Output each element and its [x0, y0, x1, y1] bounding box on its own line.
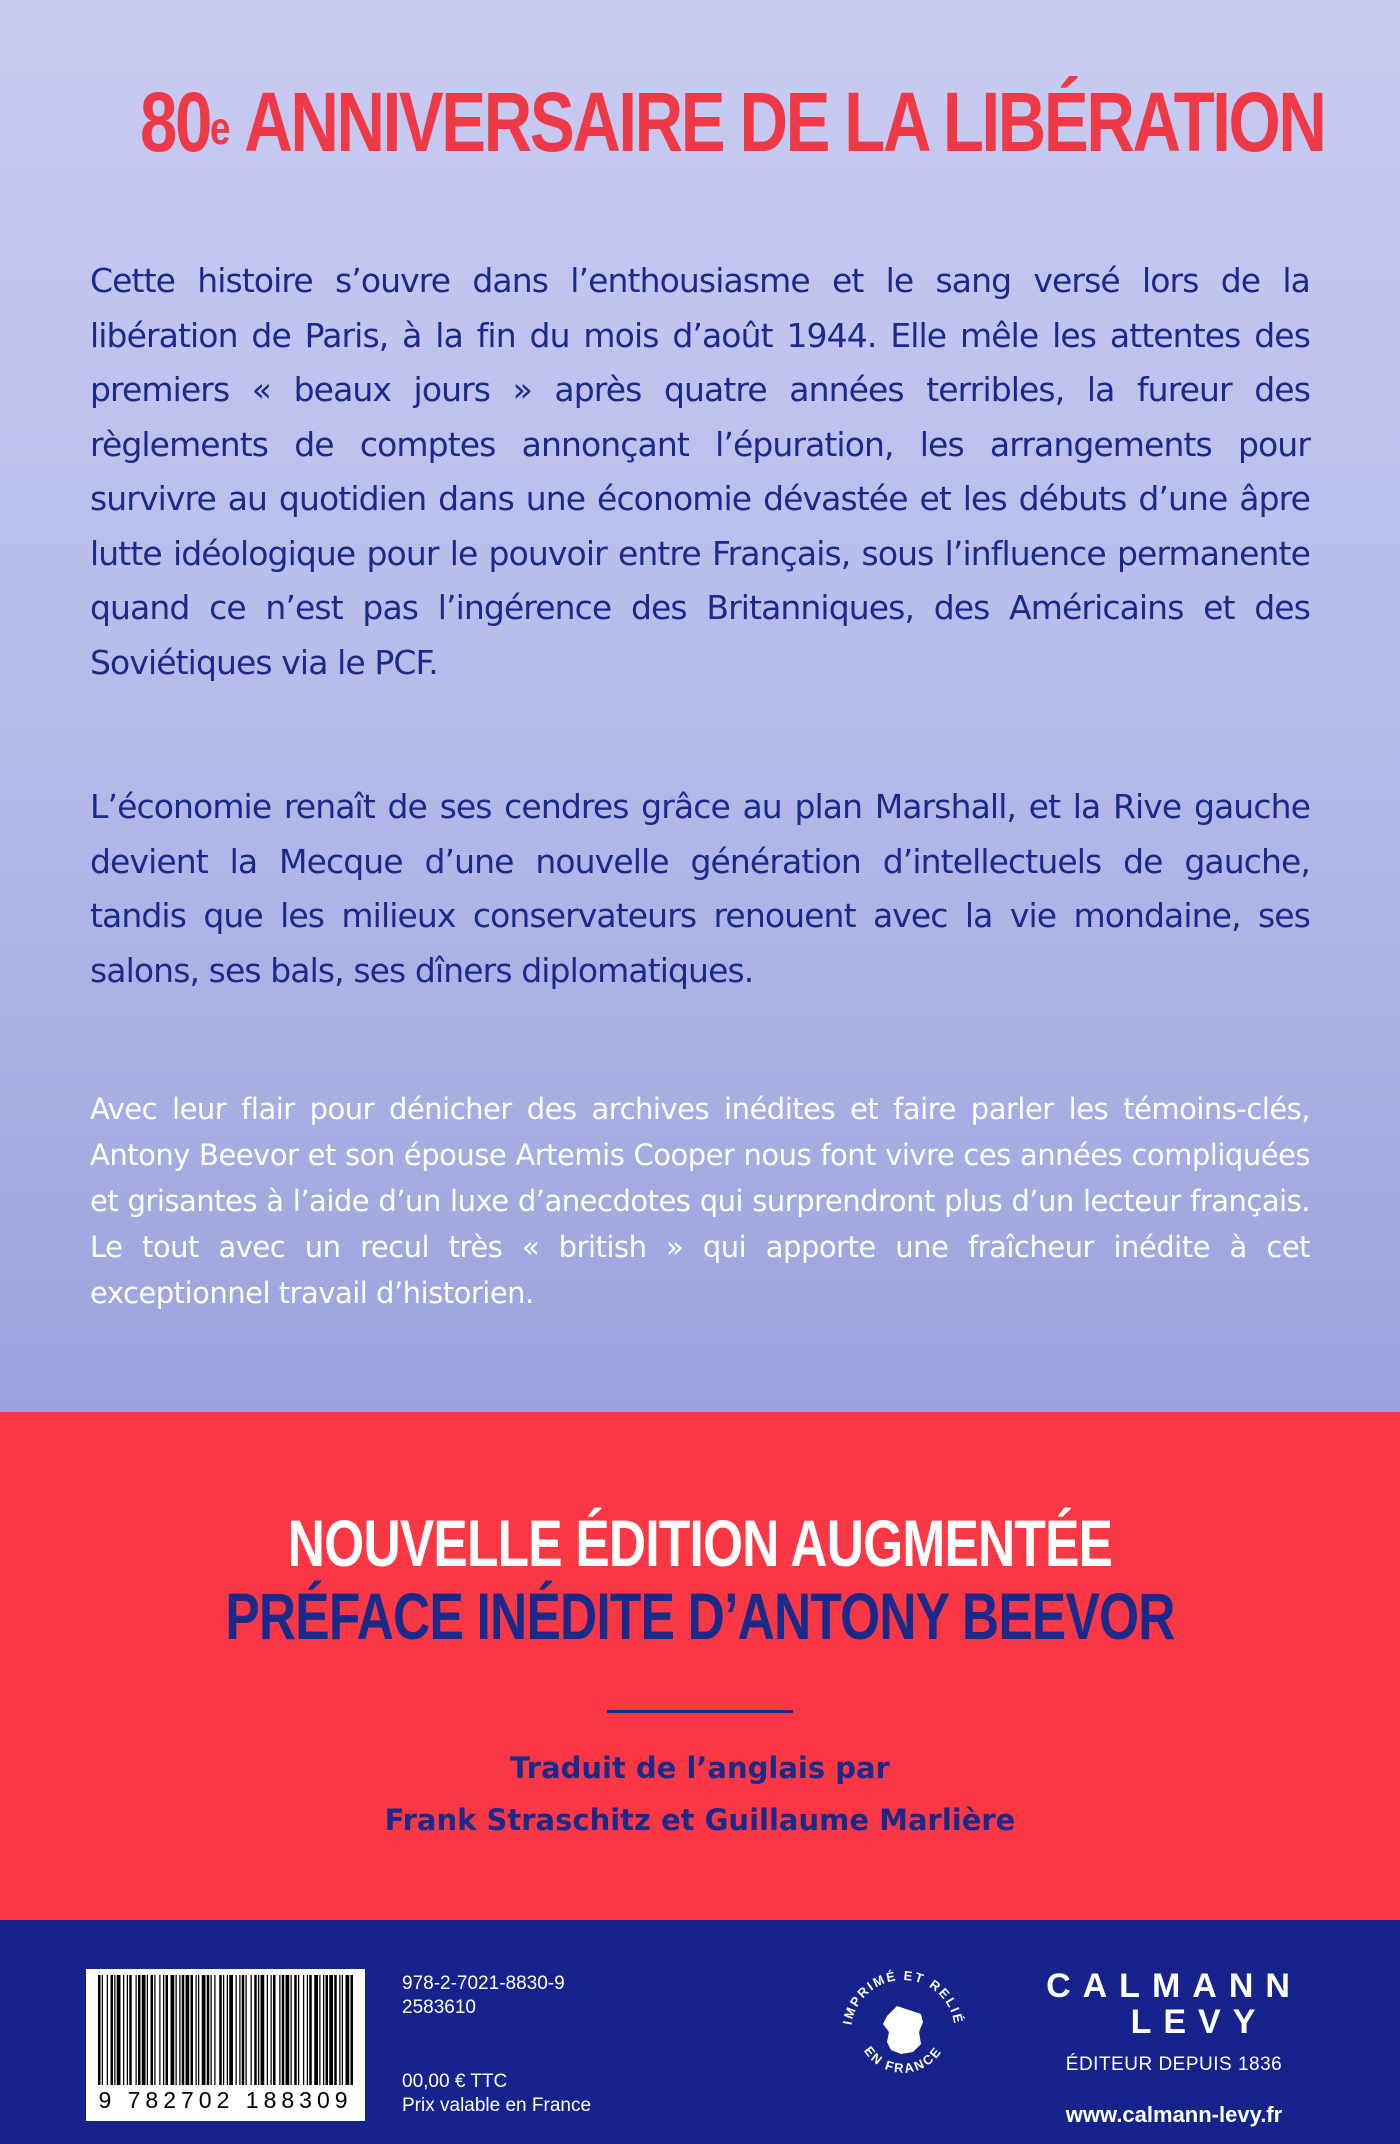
barcode-bar — [191, 1975, 194, 2085]
seal-bottom-text: EN FRANCE — [861, 2043, 945, 2076]
divider — [607, 1710, 793, 1713]
barcode-bar — [123, 1975, 124, 2085]
barcode-bar — [198, 1975, 199, 2085]
publisher-since: ÉDITEUR DEPUIS 1836 — [1065, 2054, 1283, 2075]
barcode-bar — [147, 1975, 148, 2085]
title-number: 80 — [140, 75, 210, 169]
barcode-bars-icon — [92, 1975, 359, 2085]
anniversary-title — [140, 72, 1325, 172]
barcode-bar — [102, 1975, 103, 2085]
barcode-bar — [159, 1975, 160, 2085]
barcode-bar — [286, 1975, 290, 2085]
barcode-bar — [111, 1975, 114, 2085]
barcode-bar — [236, 1975, 237, 2085]
barcode-bar — [211, 1975, 212, 2085]
barcode-bar — [307, 1975, 308, 2085]
barcode-bar — [166, 1975, 169, 2085]
barcode-bar — [114, 1975, 115, 2085]
barcode-bar — [282, 1975, 285, 2085]
barcode-bar — [182, 1975, 185, 2085]
barcode-bar — [107, 1975, 108, 2085]
barcode-bar — [251, 1975, 252, 2085]
paragraph-1: Cette histoire s’ouvre dans l’enthousiasme et le sang versé lors de la libération de Paris, à la fin du mois d’août 1944. Elle mêle les attentes des premiers « beaux jours » après quatre années terribles, la fureur des règlements de comptes annonçant l’épuration, les arrangements pour survivre au quotidien dans une économie dévastée et les débuts d’une âpre lutte idéologique pour le pouvoir entre Français, sous l’influence permanente quand ce n’est pas l’ingérence des Britanniques, des Américains et des Soviétiques via le PCF. — [90, 261, 1310, 682]
preface-headline: PRÉFACE INÉDITE D’ANTONY BEEVOR — [225, 1579, 1175, 1653]
barcode-bar — [246, 1975, 247, 2085]
barcode-bar — [258, 1975, 259, 2085]
edition-banner — [0, 1412, 1400, 1920]
barcode-bar — [273, 1975, 276, 2085]
barcode-bar — [142, 1975, 146, 2085]
publisher-website[interactable]: www.calmann-levy.fr — [1065, 2102, 1283, 2127]
barcode-bar — [303, 1975, 304, 2085]
barcode-bar — [346, 1975, 350, 2085]
barcode-bar — [138, 1975, 141, 2085]
made-in-france-seal-icon — [833, 1962, 973, 2102]
barcode-bar — [326, 1975, 329, 2085]
barcode-bar — [309, 1975, 312, 2085]
barcode-number: 9 782702 188309 — [98, 2087, 353, 2113]
barcode-bar — [334, 1975, 337, 2085]
barcode-bar — [196, 1975, 197, 2085]
barcode-bar — [279, 1975, 280, 2085]
barcode-bar — [323, 1975, 324, 2085]
france-map-icon — [883, 2006, 923, 2054]
barcode-bar — [171, 1975, 175, 2085]
barcode-bar — [207, 1975, 210, 2085]
barcode-bar — [163, 1975, 164, 2085]
barcode-bar — [176, 1975, 177, 2085]
barcode-bar — [267, 1975, 268, 2085]
title-superscript: e — [209, 102, 231, 154]
barcode-bar — [179, 1975, 180, 2085]
seal-top-text: IMPRIMÉ ET RELIÉ — [839, 1967, 967, 2027]
barcode-bar — [227, 1975, 228, 2085]
barcode-bar — [351, 1975, 354, 2085]
barcode-bar — [329, 1975, 333, 2085]
barcode-bar — [314, 1975, 318, 2085]
barcode-bar — [239, 1975, 240, 2085]
price-note: Prix valable en France — [402, 2095, 592, 2116]
barcode-bar — [342, 1975, 343, 2085]
barcode-bar — [127, 1975, 128, 2085]
barcode-bar — [229, 1975, 233, 2085]
footer — [0, 1920, 1400, 2144]
paragraph-2: L’économie renaît de ses cendres grâce au plan Marshall, et la Rive gauche devient la Mecque d’une nouvelle génération d’intellectuels de gauche, tandis que les milieux conservateurs renouent avec la vie mondaine, ses salons, ses bals, ses dîners diplomatiques. — [90, 787, 1310, 990]
barcode-bar — [202, 1975, 206, 2085]
barcode-bar — [319, 1975, 320, 2085]
title-text: ANNIVERSAIRE DE LA LIBÉRATION — [230, 75, 1325, 169]
barcode-bar — [339, 1975, 340, 2085]
translators: Frank Straschitz et Guillaume Marlière — [384, 1803, 1016, 1837]
paragraph-3: Avec leur flair pour dénicher des archives inédites et faire parler les témoins-clés, Antony Beevor et son épouse Artemis Cooper nous font vivre ces années compliquées et grisantes à l’aide d’un luxe d’anecdotes qui surprendront plus d’un lecteur français. Le tout avec un recul très « british » qui apporte une fraîcheur inédite à cet exceptionnel travail d’historien. — [90, 1092, 1310, 1310]
edition-headline: NOUVELLE ÉDITION AUGMENTÉE — [287, 1506, 1113, 1580]
barcode-bar — [129, 1975, 132, 2085]
publisher-name-2: LEVY — [1130, 2003, 1268, 2041]
barcode-bar — [154, 1975, 155, 2085]
translated-by: Traduit de l’anglais par — [510, 1751, 890, 1785]
barcode-bar — [254, 1975, 257, 2085]
isbn: 978-2-7021-8830-9 — [402, 1973, 565, 1994]
barcode-bar — [219, 1975, 222, 2085]
publisher-logo — [1024, 1968, 1324, 2128]
barcode-bar — [136, 1975, 137, 2085]
barcode-bar — [151, 1975, 154, 2085]
barcode-bar — [117, 1975, 121, 2085]
barcode-bar — [186, 1975, 190, 2085]
barcode-bar — [291, 1975, 292, 2085]
barcode-bar — [214, 1975, 215, 2085]
price: 00,00 € TTC — [402, 2071, 508, 2092]
barcode-bar — [298, 1975, 299, 2085]
barcode — [86, 1969, 365, 2121]
product-code: 2583610 — [402, 1997, 476, 2018]
barcode-bar — [242, 1975, 245, 2085]
barcode-bar — [294, 1975, 297, 2085]
barcode-bar — [271, 1975, 272, 2085]
barcode-bar — [98, 1975, 101, 2085]
barcode-bar — [223, 1975, 224, 2085]
barcode-bar — [261, 1975, 265, 2085]
publisher-name-1: CALMANN — [1046, 1967, 1302, 2005]
